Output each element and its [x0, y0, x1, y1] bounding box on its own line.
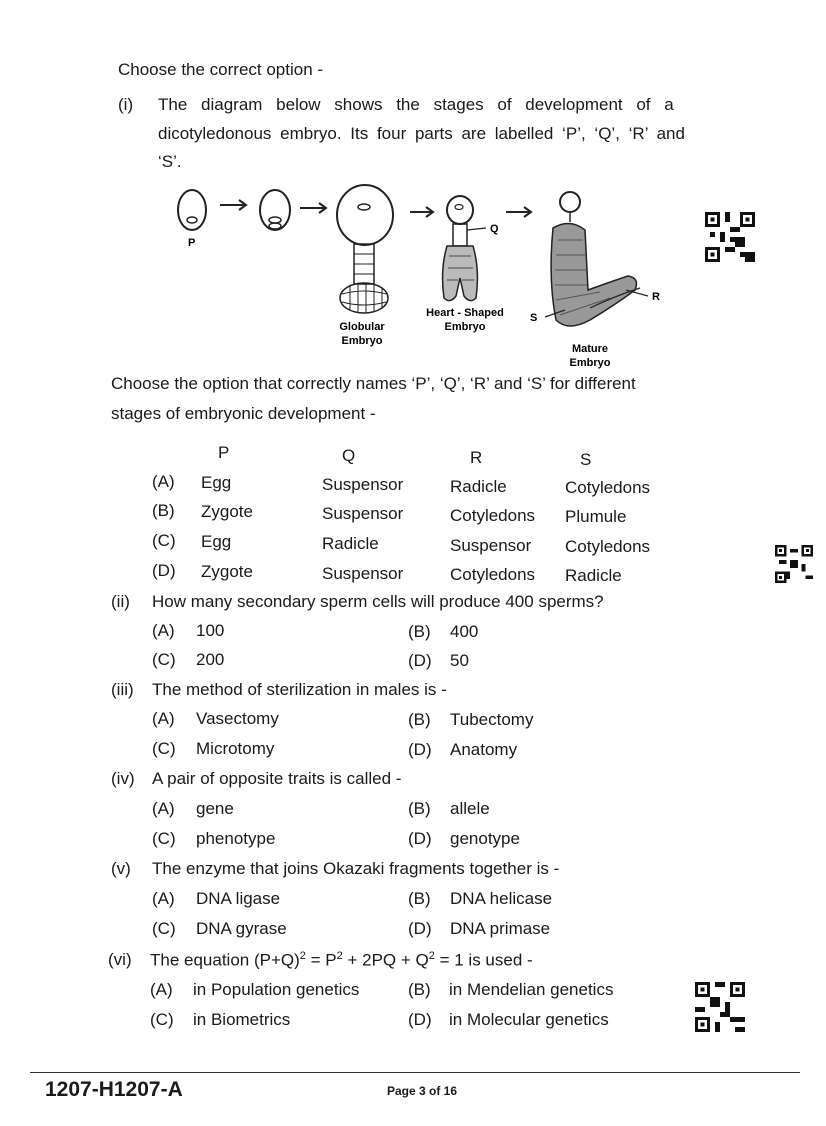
question-4-number: (iv)	[111, 769, 135, 788]
question-5-option-b: DNA helicase	[450, 889, 553, 908]
row-b-s: Plumule	[565, 507, 627, 526]
question-3-option-b: Tubectomy	[450, 710, 534, 729]
option-label: (B)	[408, 980, 431, 999]
header-r: R	[470, 448, 483, 467]
option-label: (D)	[408, 829, 432, 848]
question-3-option-c: Microtomy	[196, 739, 275, 758]
option-label: (A)	[152, 799, 175, 818]
question-3-option-d: Anatomy	[450, 740, 518, 759]
option-label: (C)	[152, 919, 176, 938]
label-q: Q	[490, 223, 499, 235]
qr-code-icon	[695, 982, 745, 1032]
row-b-p: Zygote	[201, 502, 253, 521]
row-a-s: Cotyledons	[565, 478, 651, 497]
question-2-option-c: 200	[196, 650, 225, 669]
row-a-r: Radicle	[450, 477, 507, 496]
question-5-option-a: DNA ligase	[196, 889, 281, 908]
globular-label-1: Globular	[339, 321, 385, 333]
label-s: S	[530, 312, 538, 324]
question-6-option-c: in Biometrics	[193, 1010, 291, 1029]
question-6-option-b: in Mendelian genetics	[449, 980, 614, 999]
question-2-option-b: 400	[450, 622, 479, 641]
row-d-r: Cotyledons	[450, 565, 536, 584]
heart-label-2: Embryo	[444, 321, 486, 333]
option-label: (A)	[152, 621, 175, 640]
embryo-development-diagram	[170, 180, 670, 375]
option-label: (B)	[408, 799, 431, 818]
question-1-follow-2: stages of embryonic development -	[111, 404, 376, 423]
arrow-icon	[300, 203, 326, 213]
row-a-q: Suspensor	[322, 475, 404, 494]
option-label: (B)	[152, 501, 175, 520]
option-label: (B)	[408, 889, 431, 908]
row-d-q: Suspensor	[322, 564, 404, 583]
row-d-p: Zygote	[201, 562, 253, 581]
qr-code-icon	[775, 545, 813, 583]
header-p: P	[218, 443, 230, 462]
stage-egg-figure	[178, 190, 206, 230]
instruction: Choose the correct option -	[118, 60, 324, 79]
question-1-line-1: The diagram below shows the stages of development of a	[158, 95, 674, 114]
row-d-s: Radicle	[565, 566, 622, 585]
question-6-option-d: in Molecular genetics	[449, 1010, 609, 1029]
question-1-line-2: dicotyledonous embryo. Its four parts are labelled ‘P’, ‘Q’, ‘R’ and	[158, 124, 685, 143]
option-label: (C)	[150, 1010, 174, 1029]
question-1-line-3: ‘S’.	[158, 152, 182, 171]
row-c-r: Suspensor	[450, 536, 532, 555]
stage-two-cell-figure	[260, 190, 290, 230]
qr-code-icon	[705, 212, 755, 262]
option-label: (C)	[152, 531, 176, 550]
option-label: (D)	[408, 651, 432, 670]
question-3-text: The method of sterilization in males is -	[152, 680, 447, 699]
arrow-icon	[410, 207, 433, 217]
option-label: (A)	[152, 889, 175, 908]
question-2-option-a: 100	[196, 621, 225, 640]
paper-code: 1207-H1207-A	[45, 1078, 183, 1101]
row-c-s: Cotyledons	[565, 537, 651, 556]
question-5-option-d: DNA primase	[450, 919, 551, 938]
heart-label-1: Heart - Shaped	[426, 307, 504, 319]
question-4-text: A pair of opposite traits is called -	[152, 769, 402, 788]
option-label: (A)	[152, 472, 175, 491]
row-b-r: Cotyledons	[450, 506, 536, 525]
header-s: S	[580, 450, 592, 469]
question-3-option-a: Vasectomy	[196, 709, 279, 728]
question-6-number: (vi)	[108, 950, 132, 969]
option-label: (D)	[408, 919, 432, 938]
question-5-option-c: DNA gyrase	[196, 919, 287, 938]
page-number: Page 3 of 16	[387, 1084, 458, 1098]
row-b-q: Suspensor	[322, 504, 404, 523]
globular-label-2: Embryo	[341, 335, 383, 347]
question-6-text: The equation $(P+Q)^2 = P^2 + 2PQ + Q^2 = 1$ is used -	[150, 950, 533, 970]
question-1-number: (i)	[118, 95, 134, 114]
question-4-option-b: allele	[450, 799, 490, 818]
arrow-icon	[506, 207, 531, 217]
option-label: (A)	[152, 709, 175, 728]
option-label: (C)	[152, 650, 176, 669]
label-p: P	[188, 237, 196, 249]
option-label: (B)	[408, 622, 431, 641]
header-q: Q	[342, 446, 356, 465]
question-4-option-a: gene	[196, 799, 234, 818]
option-label: (A)	[150, 980, 173, 999]
question-2-number: (ii)	[111, 592, 130, 611]
stage-globular-figure	[337, 185, 393, 313]
option-label: (D)	[408, 1010, 432, 1029]
row-a-p: Egg	[201, 473, 232, 492]
stage-heart-figure	[443, 196, 486, 301]
question-3-number: (iii)	[111, 680, 134, 699]
question-5-number: (v)	[111, 859, 131, 878]
question-5-text: The enzyme that joins Okazaki fragments together is -	[152, 859, 560, 878]
question-4-option-c: phenotype	[196, 829, 276, 848]
question-4-option-d: genotype	[450, 829, 520, 848]
option-label: (C)	[152, 829, 176, 848]
arrow-icon	[220, 200, 246, 210]
question-2-text: How many secondary sperm cells will produce 400 sperms?	[152, 592, 604, 611]
stage-mature-figure	[545, 192, 648, 326]
question-2-option-d: 50	[450, 651, 469, 670]
mature-label-1: Mature	[571, 343, 609, 355]
row-c-q: Radicle	[322, 534, 379, 553]
question-6-option-a: in Population genetics	[193, 980, 360, 999]
mature-label-2: Embryo	[569, 357, 611, 369]
option-label: (D)	[152, 561, 176, 580]
row-c-p: Egg	[201, 532, 232, 551]
footer-divider	[30, 1072, 800, 1073]
label-r: R	[652, 291, 660, 303]
option-label: (C)	[152, 739, 176, 758]
option-label: (D)	[408, 740, 432, 759]
option-label: (B)	[408, 710, 431, 729]
question-1-follow-1: Choose the option that correctly names ‘P’, ‘Q’, ‘R’ and ‘S’ for different	[111, 374, 636, 393]
